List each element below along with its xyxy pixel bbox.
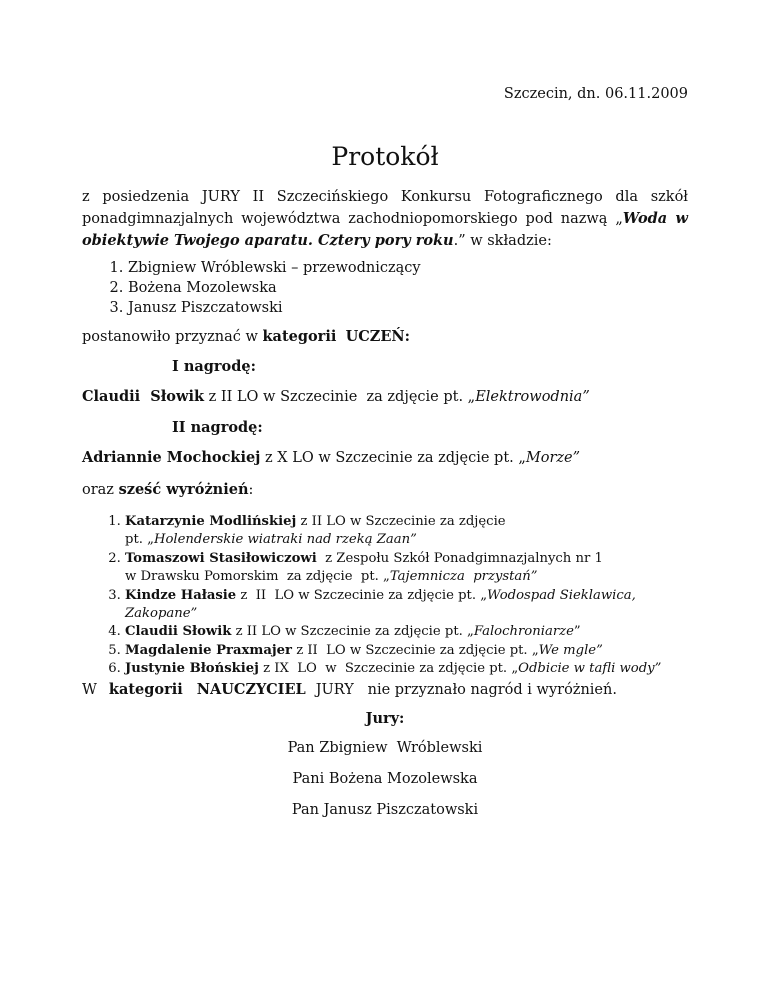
list-item: 3. Janusz Piszczatowski — [128, 298, 421, 318]
photo-title: Wodospad Sieklawica, Zakopane” — [125, 587, 636, 622]
category-gap — [336, 329, 345, 345]
photo-title: Odbicie w tafli wody” — [518, 661, 662, 677]
list-item: 2. Bożena Mozolewska — [128, 278, 421, 298]
honoree-name: Claudii Słowik — [125, 624, 232, 640]
honoree-name: Kindze Hałasie — [125, 587, 237, 603]
jury-members-list — [82, 258, 421, 318]
photo-title: Falochroniarze — [473, 624, 574, 640]
honoree-name: Magdalenie Praxmajer — [125, 642, 292, 658]
honoree-cont: pt. „ — [125, 532, 154, 548]
list-item — [125, 623, 688, 641]
category-label: kategorii — [108, 681, 183, 698]
honoree-school: z II LO w Szczecinie za zdjęcie pt. „ — [236, 587, 488, 603]
second-prize-heading: II nagrodę: — [172, 419, 263, 436]
photo-title: Elektrowodnia” — [475, 389, 590, 405]
photo-title: Tajemnicza przystań” — [389, 569, 538, 585]
list-item — [125, 642, 688, 660]
quote-close: ” — [573, 624, 581, 640]
winner-school: z II LO w Szczecinie za zdjęcie pt. „ — [204, 389, 476, 405]
second-prize-line — [82, 449, 580, 466]
winner-name: Claudii Słowik — [82, 388, 204, 405]
honoree-name: Tomaszowi Stasiłowiczowi — [125, 550, 317, 566]
teacher-rest: JURY nie przyznało nagród i wyróżnień. — [315, 682, 617, 698]
winner-school: z X LO w Szczecinie za zdjęcie pt. „ — [260, 450, 526, 466]
signature-1: Pan Zbigniew Wróblewski — [287, 740, 483, 756]
honoree-school: z IX LO w Szczecinie za zdjęcie pt. „ — [258, 661, 519, 677]
intro-text: z posiedzenia JURY II Szczecińskiego Konkursu Fotograficznego dla szkół ponadgimnazjalnych województwa zachodniopomorskiego pod nazwą „ — [82, 189, 688, 227]
photo-title: We mgle” — [538, 642, 603, 658]
list-item — [125, 550, 688, 587]
teacher-category-line — [82, 681, 617, 698]
category-prefix: postanowiło przyznać w — [82, 329, 263, 345]
list-item — [125, 660, 688, 678]
intro-suffix: .” w składzie: — [453, 233, 552, 249]
list-item: 1. Zbigniew Wróblewski – przewodniczący — [128, 258, 421, 278]
document-title: Protokół — [331, 142, 439, 171]
honors-suffix: : — [248, 482, 254, 498]
teacher-w: W — [82, 682, 97, 698]
honoree-name: Katarzynie Modlińskiej — [125, 514, 297, 529]
honors-prefix: oraz — [82, 482, 119, 498]
honoree-school: z II LO w Szczecinie za zdjęcie pt. „ — [292, 642, 539, 658]
category-line — [82, 328, 410, 345]
document-date: Szczecin, dn. 06.11.2009 — [503, 86, 688, 102]
list-item — [125, 587, 688, 624]
honoree-school: z II LO w Szczecinie za zdjęcie — [296, 514, 506, 529]
signature-3: Pan Janusz Piszczatowski — [291, 802, 479, 818]
signature-2: Pani Bożena Mozolewska — [292, 771, 478, 787]
honoree-name: Justynie Błońskiej — [125, 661, 259, 677]
honoree-cont: w Drawsku Pomorskim za zdjęcie pt. „ — [125, 569, 390, 585]
photo-title: Holenderskie wiatraki nad rzeką Zaan” — [153, 532, 417, 548]
category-name: UCZEŃ: — [345, 328, 410, 345]
list-item — [125, 513, 688, 550]
category-name: NAUCZYCIEL — [196, 681, 306, 698]
photo-title: Morze” — [525, 450, 581, 466]
intro-paragraph — [82, 186, 688, 252]
category-label: kategorii — [262, 328, 337, 345]
honors-list — [82, 513, 688, 679]
honoree-school: z II LO w Szczecinie za zdjęcie pt. „ — [231, 624, 474, 640]
honoree-school: z Zespołu Szkół Ponadgimnazjalnych nr 1 — [316, 550, 603, 566]
jury-heading: Jury: — [365, 710, 405, 727]
honors-count: sześć wyróżnień — [118, 481, 249, 498]
honors-line — [82, 481, 253, 498]
contest-name: Woda w obiektywie Twojego aparatu. Cztery pory roku — [82, 210, 688, 249]
first-prize-heading: I nagrodę: — [172, 358, 256, 375]
first-prize-line — [82, 388, 590, 405]
winner-name: Adriannie Mochockiej — [82, 449, 261, 466]
